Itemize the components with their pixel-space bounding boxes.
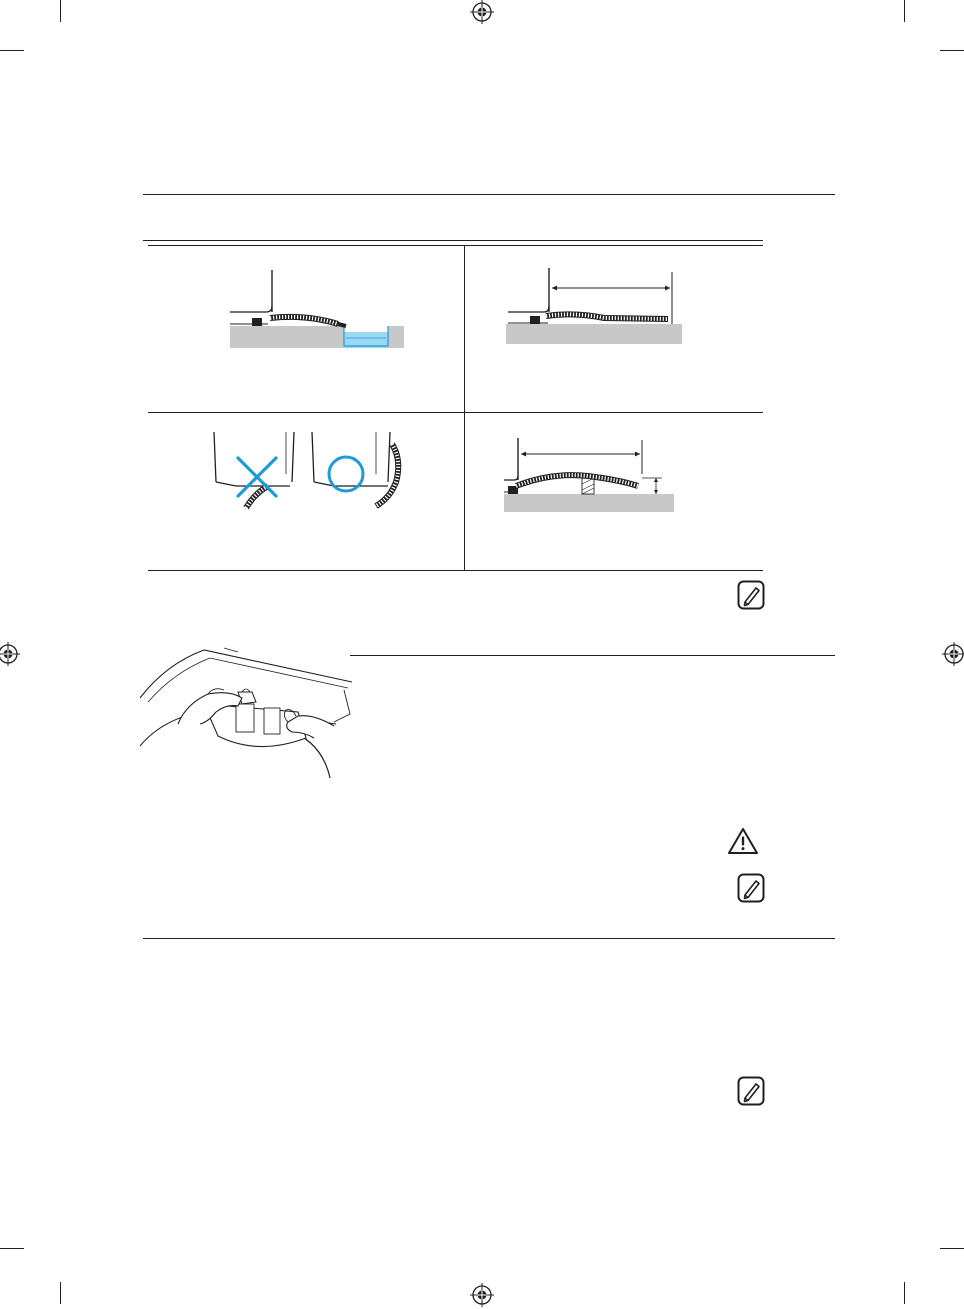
- filter-section-rule: [350, 655, 835, 656]
- registration-mark-icon: [0, 640, 22, 668]
- registration-mark-icon: [940, 640, 964, 668]
- registration-mark-icon: [468, 1281, 496, 1309]
- section-rule-top: [143, 194, 835, 195]
- note-icon: [737, 580, 765, 610]
- caution-icon: [727, 826, 759, 856]
- floor: [504, 494, 674, 512]
- note-icon: [737, 873, 765, 903]
- registration-mark-icon: [468, 0, 496, 26]
- figure-hose-raised-over-block: [502, 434, 682, 514]
- support-block: [582, 478, 594, 494]
- bottom-section-rule: [143, 938, 835, 939]
- floor: [230, 326, 344, 348]
- figure-hose-into-water: [226, 266, 406, 350]
- figure-hose-kinked-vs-correct: [206, 430, 406, 512]
- figure-filter-removal: [138, 646, 354, 780]
- note-icon: [737, 1076, 765, 1106]
- floor: [506, 324, 682, 344]
- figure-hose-flat-on-floor: [504, 266, 684, 346]
- floor: [388, 326, 404, 348]
